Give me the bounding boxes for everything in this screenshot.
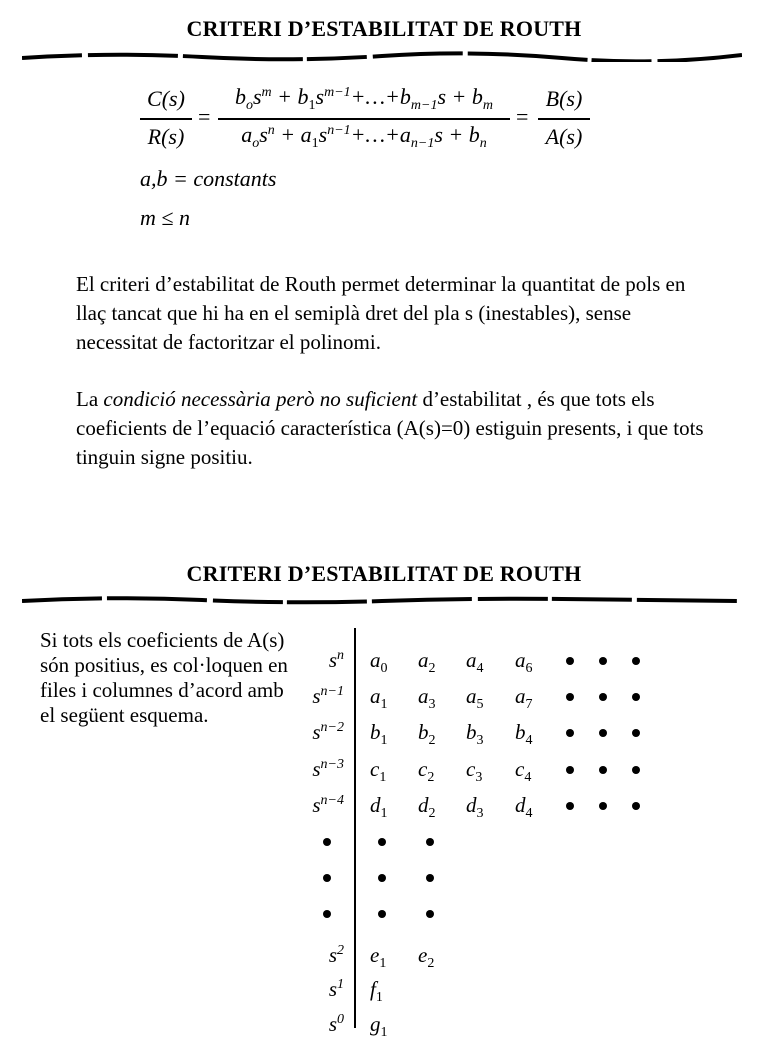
vertical-ellipsis-dot xyxy=(323,910,331,918)
vertical-ellipsis-dot xyxy=(378,838,386,846)
routh-coefficient: $b_3$ xyxy=(466,720,484,748)
continuation-dot xyxy=(599,693,607,701)
routh-row-power: $s^{n-1}$ xyxy=(312,684,344,708)
vertical-ellipsis-dot xyxy=(323,838,331,846)
routh-coefficient: $d_3$ xyxy=(466,793,484,821)
routh-coefficient: $c_3$ xyxy=(466,757,483,785)
routh-row-power: $s^{n-2}$ xyxy=(312,720,344,744)
continuation-dot xyxy=(632,729,640,737)
vertical-ellipsis-dot xyxy=(323,874,331,882)
routh-coefficient: $d_2$ xyxy=(418,793,436,821)
routh-row-power: $s^1$ xyxy=(328,977,344,1001)
rhs-denominator: A(s) xyxy=(545,124,583,149)
routh-coefficient: $d_1$ xyxy=(370,793,388,821)
intro-paragraph: El criteri d’estabilitat de Routh permet determinar la quantitat de pols en llaç tancat que hi ha en el semiplà dret del pla s (inestables), sense necessitat de factoritzar el polinomi. xyxy=(76,272,686,354)
denominator-polynomial: $a_os^n$ + $a_1s^{n-1}+\dots+a_{n-1}s + b_n$ xyxy=(241,122,487,151)
routh-coefficient: $a_4$ xyxy=(466,648,484,676)
routh-row-power: $s^{n-3}$ xyxy=(312,757,344,781)
vertical-ellipsis-dot xyxy=(426,910,434,918)
continuation-dot xyxy=(599,657,607,665)
vertical-ellipsis-dot xyxy=(378,874,386,882)
vertical-ellipsis-dot xyxy=(426,874,434,882)
routh-array-divider xyxy=(354,628,356,1028)
continuation-dot xyxy=(566,729,574,737)
continuation-dot xyxy=(632,802,640,810)
routh-coefficient: $d_4$ xyxy=(515,793,533,821)
section2-heading: CRITERI D’ESTABILITAT DE ROUTH xyxy=(186,561,582,586)
continuation-dot xyxy=(599,766,607,774)
routh-explanation-text: Si tots els coeficients de A(s) són positius, es col·loquen en files i columnes d’acord amb el següent esquema. xyxy=(40,628,288,727)
continuation-dot xyxy=(566,657,574,665)
continuation-dot xyxy=(599,802,607,810)
routh-coefficient: $e_1$ xyxy=(370,943,387,971)
routh-coefficient: $b_2$ xyxy=(418,720,436,748)
routh-coefficient: $a_3$ xyxy=(418,684,436,712)
continuation-dot xyxy=(632,693,640,701)
routh-row-power: $s^n$ xyxy=(328,648,344,672)
lhs-fraction-bar xyxy=(140,118,192,120)
routh-coefficient: $b_4$ xyxy=(515,720,533,748)
degree-condition: m ≤ n xyxy=(140,205,190,230)
routh-coefficient: $a_0$ xyxy=(370,648,388,676)
routh-coefficient: $b_1$ xyxy=(370,720,388,748)
continuation-dot xyxy=(566,766,574,774)
routh-coefficient: $g_1$ xyxy=(370,1012,388,1040)
lhs-denominator: R(s) xyxy=(147,124,185,149)
routh-coefficient: $a_7$ xyxy=(515,684,533,712)
routh-coefficient: $f_1$ xyxy=(370,977,383,1005)
continuation-dot xyxy=(566,693,574,701)
condition-emphasis: condició necessària però no suficient xyxy=(103,387,418,411)
section1-heading: CRITERI D’ESTABILITAT DE ROUTH xyxy=(186,16,582,41)
heading-rule-top xyxy=(22,50,742,62)
vertical-ellipsis-dot xyxy=(378,910,386,918)
stability-condition-paragraph xyxy=(76,385,716,472)
constants-line: a,b = constants xyxy=(140,166,277,191)
continuation-dot xyxy=(632,657,640,665)
heading-rule-bottom xyxy=(22,594,742,606)
continuation-dot xyxy=(632,766,640,774)
routh-coefficient: $e_2$ xyxy=(418,943,435,971)
continuation-dot xyxy=(599,729,607,737)
routh-coefficient: $c_2$ xyxy=(418,757,435,785)
rhs-fraction-bar xyxy=(538,118,590,120)
condition-text-post: d’estabilitat , és que tots els coeficients de l’equació característica (A(s)=0) estiguin presents, i que tots tinguin signe positiu. xyxy=(76,387,704,469)
routh-coefficient: $a_5$ xyxy=(466,684,484,712)
routh-coefficient: $c_1$ xyxy=(370,757,387,785)
equals-sign-2: = xyxy=(516,104,529,129)
routh-row-power: $s^{n-4}$ xyxy=(312,793,344,817)
equals-sign-1: = xyxy=(198,104,211,129)
main-fraction-bar xyxy=(218,118,510,120)
numerator-polynomial: $b_os^m$ + $b_1s^{m-1}+\dots+b_{m-1}s + b_m$ xyxy=(234,84,494,113)
routh-coefficient: $a_1$ xyxy=(370,684,388,712)
continuation-dot xyxy=(566,802,574,810)
lhs-numerator: C(s) xyxy=(147,86,185,111)
vertical-ellipsis-dot xyxy=(426,838,434,846)
routh-coefficient: $a_6$ xyxy=(515,648,533,676)
routh-coefficient: $c_4$ xyxy=(515,757,532,785)
routh-row-power: $s^2$ xyxy=(328,943,344,967)
routh-coefficient: $a_2$ xyxy=(418,648,436,676)
condition-text-pre: La xyxy=(76,387,104,411)
routh-row-power: $s^0$ xyxy=(328,1012,344,1036)
rhs-numerator: B(s) xyxy=(545,86,583,111)
